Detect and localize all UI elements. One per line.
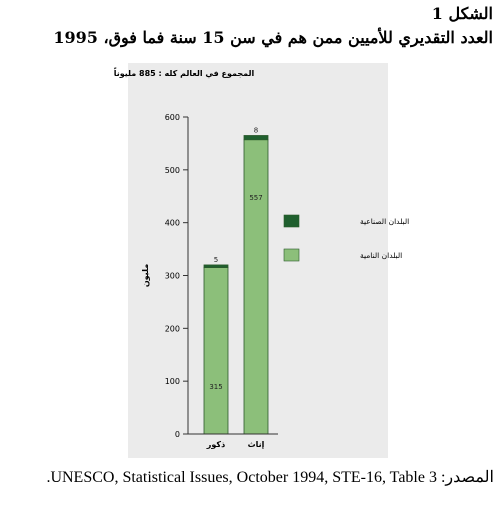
legend-swatch-developing: [284, 249, 299, 261]
figure-subtitle: العدد التقديري للأميين ممن هم في سن 15 سنة فما فوق، 1995: [53, 28, 493, 47]
x-tick-label: إناث: [247, 440, 265, 449]
bar-value-label-developing: 315: [209, 382, 223, 391]
y-tick-label: 300: [164, 271, 180, 281]
bar-value-label-industrial: 8: [253, 126, 259, 135]
y-axis-label: مليون: [141, 263, 150, 288]
y-tick-label: 200: [164, 324, 180, 334]
x-tick-label: ذكور: [206, 440, 226, 449]
y-tick-label: 400: [164, 218, 180, 228]
figure-title: الشكل 1: [431, 4, 493, 23]
bar-value-label-industrial: 5: [213, 255, 219, 264]
bar-value-label-developing: 557: [249, 193, 263, 202]
legend-swatch-industrial: [284, 215, 299, 227]
chart-title: المجموع في العالم كله : 885 مليوناً: [113, 69, 255, 78]
chart-svg: [113, 63, 410, 458]
source-note: المصدر: UNESCO, Statistical Issues, October 1994, STE-16, Table 3.: [46, 469, 494, 486]
legend-label-industrial: البلدان الصناعية: [360, 217, 410, 226]
y-tick-label: 500: [164, 165, 180, 175]
bar-developing-female: [244, 140, 268, 434]
bar-industrial-female: [244, 135, 268, 139]
legend-label-developing: البلدان النامية: [360, 251, 403, 260]
y-tick-label: 600: [164, 113, 180, 122]
y-tick-label: 0: [174, 430, 180, 439]
y-tick-label: 100: [164, 377, 180, 387]
bar-developing-male: [204, 268, 228, 434]
bar-industrial-male: [204, 265, 228, 268]
chart-figure: [113, 63, 410, 458]
